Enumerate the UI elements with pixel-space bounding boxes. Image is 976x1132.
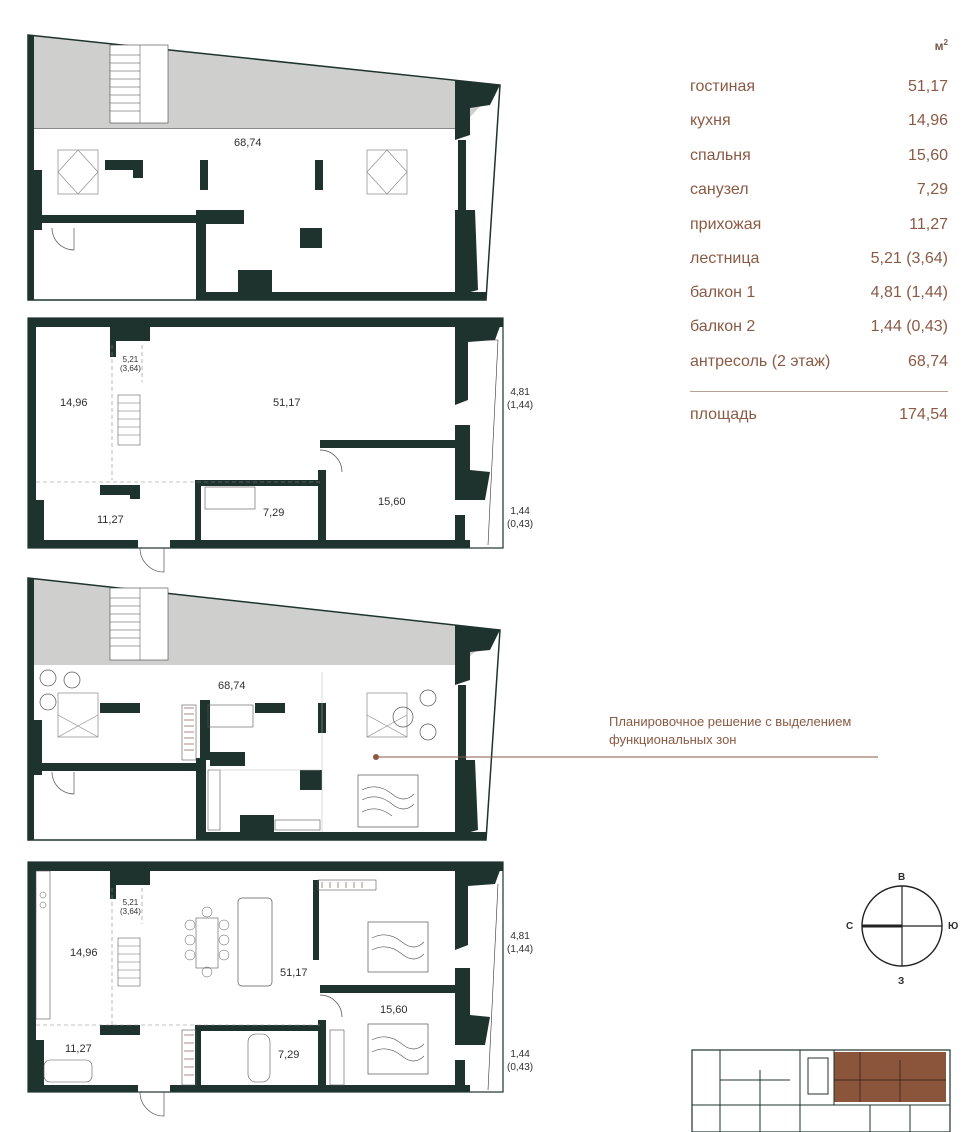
- plan-apartment-1: [28, 318, 503, 572]
- area-row-name: лестница: [690, 250, 760, 267]
- stair-area-label-2: [120, 898, 141, 916]
- compass-icon: [862, 886, 942, 966]
- area-row-value: 14,96: [907, 112, 948, 129]
- mezzanine-area-label: 68,74: [234, 137, 262, 149]
- area-row: [690, 318, 948, 342]
- balcony1-area-value: 4,81: [510, 387, 530, 398]
- area-row: [690, 78, 948, 102]
- area-row-name: гостиная: [690, 78, 756, 95]
- kitchen-area-label: 14,96: [60, 397, 88, 409]
- hall-area-label-2: 11,27: [65, 1043, 92, 1055]
- area-unit: [935, 38, 948, 53]
- area-row: [690, 112, 948, 136]
- balcony1-area-label-2: [507, 930, 533, 956]
- table-divider: [690, 391, 948, 392]
- balcony2-area-value-2: 1,44: [510, 1049, 530, 1060]
- area-row: [690, 147, 948, 171]
- stair-area-value-2: 5,21: [122, 898, 139, 907]
- compass-north-label: С: [846, 921, 854, 932]
- bath-area-label: 7,29: [263, 507, 285, 519]
- key-plan-map: [692, 1050, 950, 1132]
- area-row-value: 4,81 (1,44): [870, 284, 948, 301]
- bath-area-label-2: 7,29: [278, 1049, 300, 1061]
- area-row-name: балкон 1: [690, 284, 756, 301]
- balcony2-area-label: [507, 505, 533, 531]
- zoning-caption: Планировочное решение с выделением функциональных зон: [609, 714, 852, 747]
- unit-superscript: 2: [943, 38, 948, 47]
- balcony2-area-value: 1,44: [510, 506, 530, 517]
- compass-east-label: В: [898, 872, 906, 883]
- mezzanine-area-label-2: 68,74: [218, 680, 246, 692]
- plan-mezzanine-1: [28, 35, 500, 300]
- bedroom-area-label: 15,60: [378, 496, 406, 508]
- kitchen-area-label-2: 14,96: [70, 947, 98, 959]
- area-row-value: 1,44 (0,43): [870, 318, 948, 335]
- area-row-name: кухня: [690, 112, 731, 129]
- hall-area-label: 11,27: [97, 514, 124, 526]
- area-row-value: 68,74: [907, 353, 948, 370]
- area-row-value: 11,27: [909, 216, 948, 233]
- area-row: [690, 216, 948, 240]
- area-row-name: антресоль (2 этаж): [690, 353, 831, 370]
- stair-area-label: [120, 355, 141, 373]
- area-row-value: 15,60: [907, 147, 948, 164]
- area-row: [690, 353, 948, 377]
- area-row-name: спальня: [690, 147, 751, 164]
- balcony1-area-label: [507, 386, 533, 412]
- compass-west-label: З: [898, 976, 905, 987]
- living-area-label: 51,17: [273, 397, 301, 409]
- balcony2-area-reduced: (0,43): [507, 519, 534, 530]
- balcony1-area-reduced-2: (1,44): [507, 944, 534, 955]
- area-row: [690, 250, 948, 274]
- balcony2-area-reduced-2: (0,43): [507, 1062, 534, 1073]
- plan-apartment-2: [28, 862, 503, 1116]
- stair-area-reduced: (3,64): [120, 364, 141, 373]
- area-row-value: 5,21 (3,64): [870, 250, 948, 267]
- stair-area-value: 5,21: [122, 355, 139, 364]
- area-row: [690, 181, 948, 205]
- area-row-name: балкон 2: [690, 318, 756, 335]
- area-row-name: прихожая: [690, 216, 762, 233]
- unit-label: м: [934, 39, 944, 53]
- area-row: [690, 284, 948, 308]
- area-row-value: 7,29: [916, 181, 948, 198]
- compass-south-label: Ю: [948, 921, 959, 932]
- stair-area-reduced-2: (3,64): [120, 907, 141, 916]
- area-total-value: 174,54: [899, 406, 948, 423]
- area-total-row: [690, 406, 948, 430]
- area-row-name: санузел: [690, 181, 749, 198]
- balcony1-area-value-2: 4,81: [510, 931, 530, 942]
- plan-mezzanine-2: [28, 578, 878, 840]
- area-total-name: площадь: [690, 406, 757, 423]
- balcony2-area-label-2: [507, 1048, 533, 1074]
- living-area-label-2: 51,17: [280, 967, 308, 979]
- area-row-value: 51,17: [907, 78, 948, 95]
- bedroom-area-label-2: 15,60: [380, 1004, 408, 1016]
- balcony1-area-reduced: (1,44): [507, 400, 534, 411]
